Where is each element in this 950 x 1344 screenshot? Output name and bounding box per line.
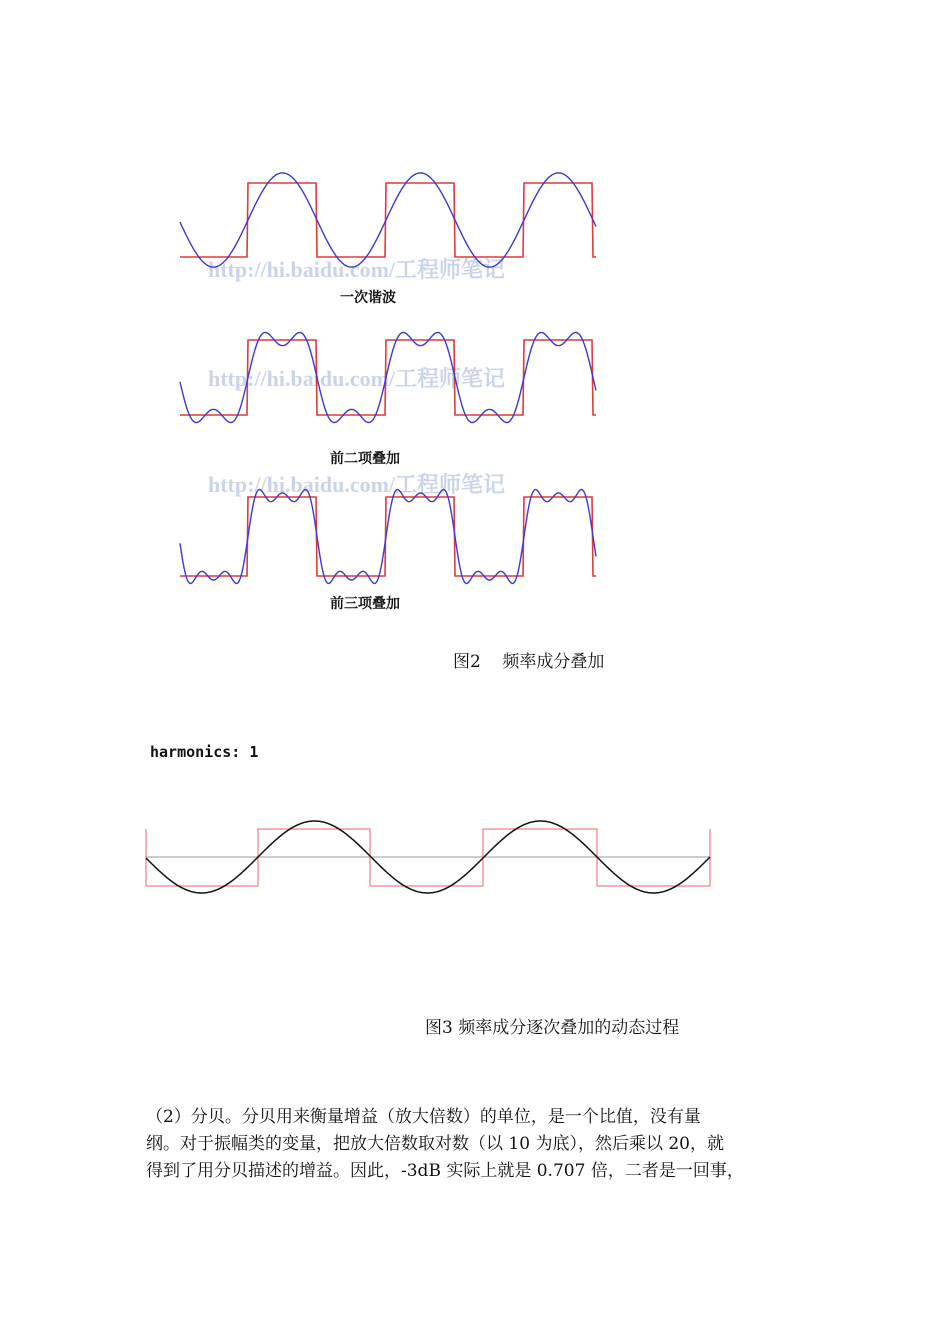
watermark-text: http://hi.baidu.com/工程师笔记 — [208, 366, 506, 391]
panel-3-label: 前三项叠加 — [330, 596, 400, 612]
paragraph-line: 纲。对于振幅类的变量，把放大倍数取对数（以 10 为底），然后乘以 20，就 — [146, 1134, 724, 1154]
figure-3-caption: 图3 频率成分逐次叠加的动态过程 — [425, 1018, 680, 1038]
body-paragraph — [146, 1104, 806, 1185]
paragraph-line: （2）分贝。分贝用来衡量增益（放大倍数）的单位，是一个比值，没有量 — [146, 1107, 701, 1127]
watermark-text: http://hi.baidu.com/工程师笔记 — [208, 257, 506, 282]
paragraph-line: 得到了用分贝描述的增益。因此，-3dB 实际上就是 0.707 倍，二者是一回事， — [146, 1161, 744, 1181]
panel-2-label: 前二项叠加 — [330, 451, 400, 467]
figure-2-caption: 图2 频率成分叠加 — [453, 652, 605, 672]
watermark-text: http://hi.baidu.com/工程师笔记 — [208, 472, 506, 497]
panel-1-label: 一次谐波 — [340, 290, 396, 306]
harmonics-counter: harmonics: 1 — [150, 743, 259, 761]
